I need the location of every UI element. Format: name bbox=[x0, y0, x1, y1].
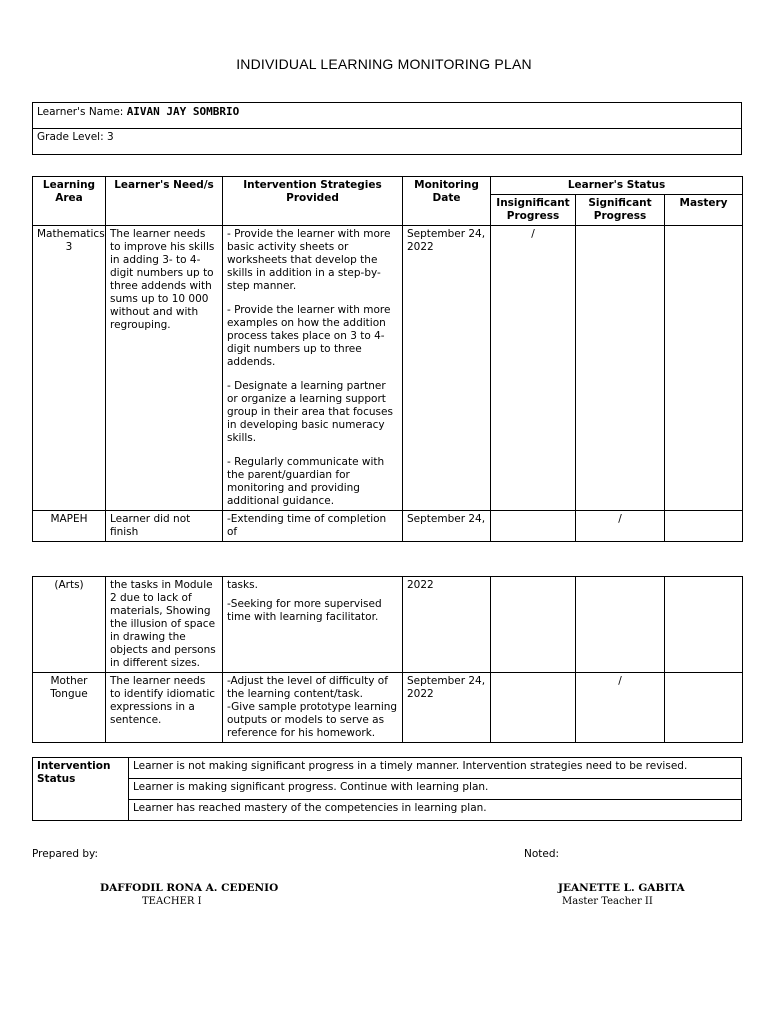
cell-date: September 24, 2022 bbox=[403, 226, 491, 511]
strategy-item: -Give sample prototype learning outputs or models to serve as reference for his homework. bbox=[227, 701, 398, 739]
learner-name-label: Learner's Name: bbox=[37, 106, 124, 118]
cell-mastery bbox=[665, 673, 743, 743]
header-insignificant-progress: Insignificant Progress bbox=[491, 195, 576, 226]
cell-significant bbox=[576, 226, 665, 511]
header-intervention-strategies: Intervention Strategies Provided bbox=[223, 177, 403, 226]
intervention-status-legend bbox=[32, 757, 742, 821]
cell-insignificant: / bbox=[491, 226, 576, 511]
cell-area: Mother Tongue bbox=[33, 673, 106, 743]
grade-level-row bbox=[33, 129, 742, 155]
header-monitoring-date: Monitoring Date bbox=[403, 177, 491, 226]
cell-significant bbox=[576, 577, 665, 673]
cell-significant: / bbox=[576, 673, 665, 743]
learner-name-row bbox=[33, 103, 742, 129]
table-row-mapeh bbox=[33, 511, 743, 542]
cell-area: Mathematics 3 bbox=[33, 226, 106, 511]
preparer-name: DAFFODIL RONA A. CEDENIO bbox=[100, 882, 279, 894]
table-row-mathematics bbox=[33, 226, 743, 511]
learner-info-table bbox=[32, 102, 742, 155]
cell-significant: / bbox=[576, 511, 665, 542]
cell-date: 2022 bbox=[403, 577, 491, 673]
cell-mastery bbox=[665, 226, 743, 511]
header-learners-needs: Learner's Need/s bbox=[106, 177, 223, 226]
cell-needs: the tasks in Module 2 due to lack of materials, Showing the illusion of space in drawing the objects and persons in different sizes. bbox=[106, 577, 223, 673]
cell-insignificant bbox=[491, 577, 576, 673]
prepared-by-label: Prepared by: bbox=[32, 848, 98, 860]
cell-insignificant bbox=[491, 511, 576, 542]
strategy-item: - Regularly communicate with the parent/guardian for monitoring and providing additional guidance. bbox=[227, 456, 385, 507]
legend-row bbox=[33, 758, 742, 779]
cell-needs: Learner did not finish bbox=[106, 511, 223, 542]
strategy-item: - Provide the learner with more basic activity sheets or worksheets that develop the skills in addition in a step-by-step manner. bbox=[227, 228, 391, 292]
cell-strategies bbox=[223, 673, 403, 743]
noter-title: Master Teacher II bbox=[562, 896, 653, 907]
strategy-item: -Seeking for more supervised time with learning facilitator. bbox=[227, 598, 382, 623]
page-title: INDIVIDUAL LEARNING MONITORING PLAN bbox=[236, 56, 532, 72]
noter-name: JEANETTE L. GABITA bbox=[558, 882, 685, 894]
grade-level: Grade Level: 3 bbox=[33, 129, 742, 155]
header-learners-status: Learner's Status bbox=[491, 177, 743, 195]
legend-text-revise: Learner is not making significant progress in a timely manner. Intervention strategies need to be revised. bbox=[128, 758, 741, 779]
cell-needs: The learner needs to improve his skills in adding 3- to 4-digit numbers up to three addends with sums up to 10 000 without and with regrouping. bbox=[106, 226, 223, 511]
cell-area: MAPEH bbox=[33, 511, 106, 542]
header-learning-area: Learning Area bbox=[33, 177, 106, 226]
cell-strategies bbox=[223, 577, 403, 673]
legend-text-continue: Learner is making significant progress. Continue with learning plan. bbox=[128, 779, 741, 800]
cell-mastery bbox=[665, 577, 743, 673]
monitoring-table-part1 bbox=[32, 176, 743, 542]
table-row-mother-tongue bbox=[33, 673, 743, 743]
legend-label: Intervention Status bbox=[33, 758, 129, 821]
cell-needs: The learner needs to identify idiomatic expressions in a sentence. bbox=[106, 673, 223, 743]
header-mastery: Mastery bbox=[665, 195, 743, 226]
monitoring-table-part2 bbox=[32, 576, 743, 743]
cell-date: September 24, bbox=[403, 511, 491, 542]
cell-area: (Arts) bbox=[33, 577, 106, 673]
legend-text-mastery: Learner has reached mastery of the competencies in learning plan. bbox=[128, 800, 741, 821]
learner-name-cell bbox=[33, 103, 742, 129]
cell-strategies bbox=[223, 226, 403, 511]
legend-row bbox=[33, 800, 742, 821]
strategy-item: -Adjust the level of difficulty of the learning content/task. bbox=[227, 675, 388, 700]
cell-date: September 24, 2022 bbox=[403, 673, 491, 743]
header-significant-progress: Significant Progress bbox=[576, 195, 665, 226]
noted-label: Noted: bbox=[524, 848, 560, 860]
table-row-mapeh-arts bbox=[33, 577, 743, 673]
strategy-item: tasks. bbox=[227, 579, 258, 591]
strategy-item: - Designate a learning partner or organize a learning support group in their area that focuses in developing basic numeracy skills. bbox=[227, 380, 393, 444]
header-row bbox=[33, 177, 743, 195]
cell-insignificant bbox=[491, 673, 576, 743]
legend-row bbox=[33, 779, 742, 800]
learner-name: AIVAN JAY SOMBRIO bbox=[126, 105, 240, 118]
cell-mastery bbox=[665, 511, 743, 542]
preparer-title: TEACHER I bbox=[142, 896, 202, 907]
cell-strategies: -Extending time of completion of bbox=[223, 511, 403, 542]
strategy-item: - Provide the learner with more examples on how the addition process takes place on 3 to 4-digit numbers up to three addends. bbox=[227, 304, 391, 368]
